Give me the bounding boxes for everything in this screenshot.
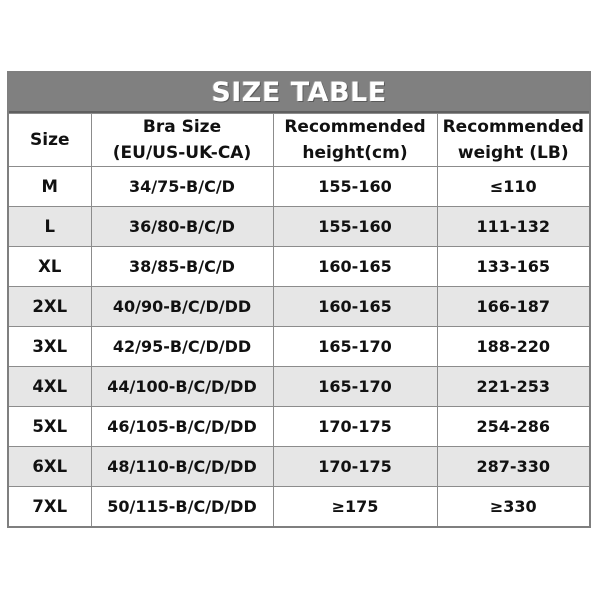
header-weight [437,114,589,167]
height-cell: 155-160 [273,167,437,207]
weight-cell: 111-132 [437,207,589,247]
weight-cell: ≥330 [437,487,589,527]
height-cell: 165-170 [273,367,437,407]
bra-size-cell: 40/90-B/C/D/DD [91,287,273,327]
bra-size-cell: 48/110-B/C/D/DD [91,447,273,487]
bra-size-cell: 38/85-B/C/D [91,247,273,287]
header-weight-line2: weight (LB) [457,143,569,163]
size-cell: XL [9,247,91,287]
table-row [9,207,589,247]
header-row [9,114,589,167]
height-cell: ≥175 [273,487,437,527]
size-cell: 2XL [9,287,91,327]
size-cell: 3XL [9,327,91,367]
size-cell: 5XL [9,407,91,447]
weight-cell: ≤110 [437,167,589,207]
height-cell: 160-165 [273,287,437,327]
weight-cell: 254-286 [437,407,589,447]
weight-cell: 166-187 [437,287,589,327]
table-row [9,287,589,327]
header-weight-line1: Recommended [442,117,584,137]
table-row [9,367,589,407]
header-size [9,114,91,167]
table-row [9,167,589,207]
bra-size-cell: 36/80-B/C/D [91,207,273,247]
height-cell: 165-170 [273,327,437,367]
header-bra-size-line2: (EU/US-UK-CA) [112,143,252,163]
table-row [9,447,589,487]
size-table-frame [7,71,591,528]
size-cell: M [9,167,91,207]
size-cell: 4XL [9,367,91,407]
table-row [9,407,589,447]
header-height-line1: Recommended [284,117,426,137]
bra-size-cell: 44/100-B/C/D/DD [91,367,273,407]
bra-size-cell: 46/105-B/C/D/DD [91,407,273,447]
height-cell: 155-160 [273,207,437,247]
height-cell: 170-175 [273,447,437,487]
height-cell: 170-175 [273,407,437,447]
header-bra-size [91,114,273,167]
table-row [9,487,589,527]
bra-size-cell: 42/95-B/C/D/DD [91,327,273,367]
header-bra-size-line1: Bra Size [142,117,222,137]
table-title: SIZE TABLE [211,76,387,108]
size-table [9,113,589,526]
header-height-line2: height(cm) [302,143,408,163]
weight-cell: 287-330 [437,447,589,487]
size-cell: L [9,207,91,247]
title-bar [9,73,589,113]
table-row [9,327,589,367]
table-row [9,247,589,287]
bra-size-cell: 50/115-B/C/D/DD [91,487,273,527]
header-height [273,114,437,167]
height-cell: 160-165 [273,247,437,287]
weight-cell: 188-220 [437,327,589,367]
size-cell: 6XL [9,447,91,487]
weight-cell: 221-253 [437,367,589,407]
size-cell: 7XL [9,487,91,527]
bra-size-cell: 34/75-B/C/D [91,167,273,207]
weight-cell: 133-165 [437,247,589,287]
header-size-label: Size [30,130,70,150]
